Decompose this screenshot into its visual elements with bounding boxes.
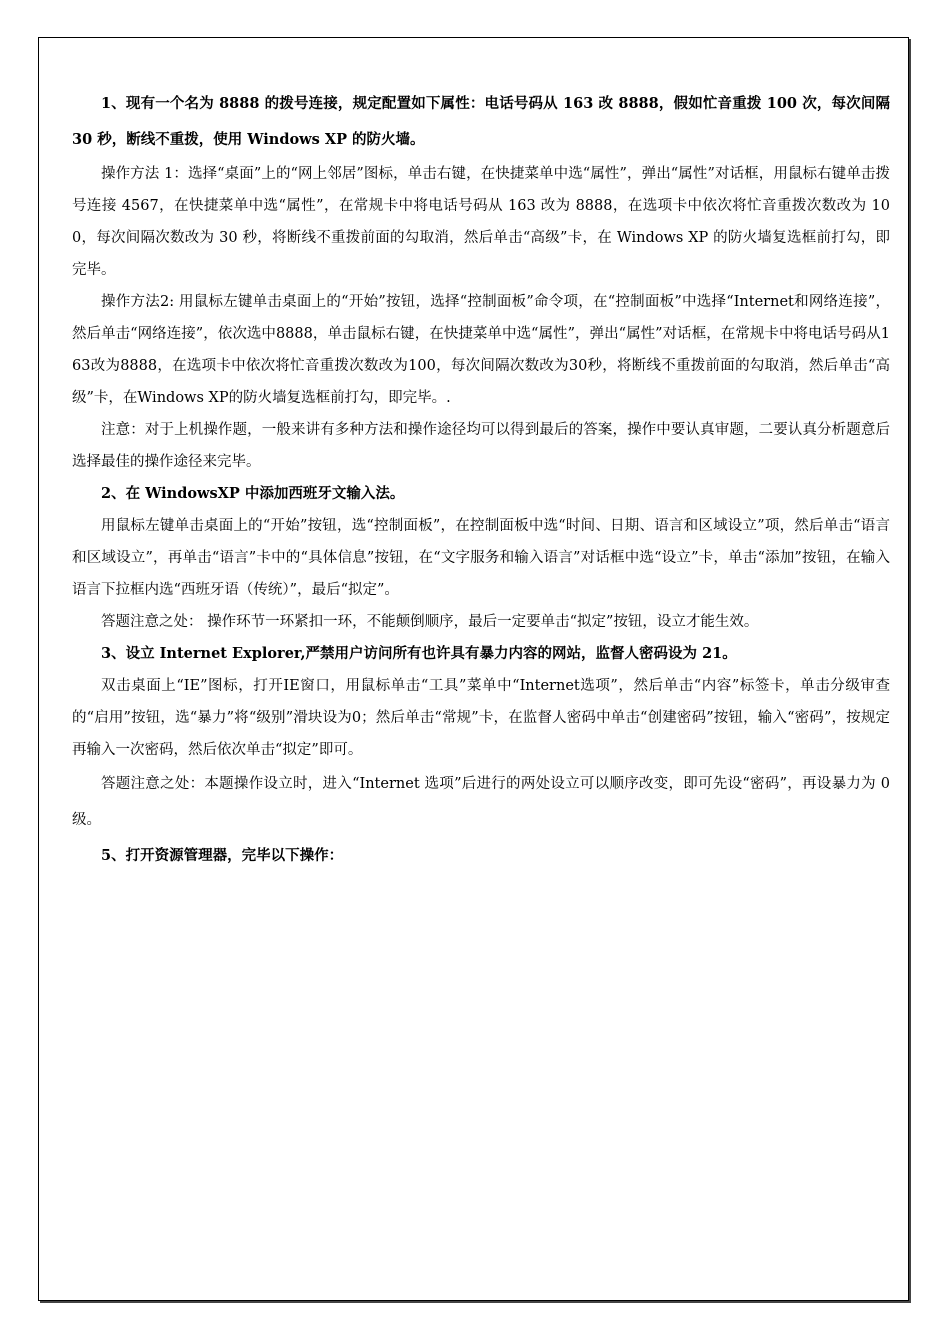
document-body	[72, 86, 890, 872]
question-3-title: 3、设立 Internet Explorer,严禁用户访问所有也许具有暴力内容的网站，监督人密码设为 21。	[101, 645, 737, 662]
question-5-title: 5、打开资源管理器，完毕以下操作：	[101, 847, 344, 864]
question-2-title: 2、在 WindowsXP 中添加西班牙文输入法。	[101, 485, 405, 502]
question-1-method-2: 操作方法2: 用鼠标左键单击桌面上的“开始”按钮，选择“控制面板”命令项，在“控制面板”中选择“Internet和网络连接”，然后单击“网络连接”，依次选中8888，单击鼠标右键，在快捷菜单中选“属性”，弹出“属性”对话框，在常规卡中将电话号码从163改为8888，在选项卡中依次将忙音重拨次数改为100，每次间隔次数改为30秒，将断线不重拨前面的勾取消，然后单击“高级”卡，在Windows XP的防火墙复选框前打勾，即完毕。.	[72, 294, 890, 406]
question-2-body: 用鼠标左键单击桌面上的“开始”按钮，选“控制面板”，在控制面板中选“时间、日期、语言和区域设立”项，然后单击“语言和区域设立”，再单击“语言”卡中的“具体信息”按钮，在“文字服务和输入语言”对话框中选“设立”卡，单击“添加”按钮，在输入语言下拉框内选“西班牙语（传统）”，最后“拟定”。	[72, 518, 890, 598]
question-2-note: 答题注意之处： 操作环节一环紧扣一环，不能颠倒顺序，最后一定要单击“拟定”按钮，设立才能生效。	[101, 614, 759, 630]
question-1-note: 注意：对于上机操作题，一般来讲有多种方法和操作途径均可以得到最后的答案，操作中要认真审题，二要认真分析题意后选择最佳的操作途径来完毕。	[72, 422, 890, 470]
question-1-method-1: 操作方法 1：选择“桌面”上的“网上邻居”图标，单击右键，在快捷菜单中选“属性”，弹出“属性”对话框，用鼠标右键单击拨号连接 4567，在快捷菜单中选“属性”，在常规卡中将电话号码从 163 改为 8888，在选项卡中依次将忙音重拨次数改为 100，每次间隔次数改为 30 秒，将断线不重拨前面的勾取消，然后单击“高级”卡，在 Windows XP 的防火墙复选框前打勾，即完毕。	[72, 166, 890, 278]
question-3-body: 双击桌面上“IE”图标，打开IE窗口，用鼠标单击“工具”菜单中“Internet选项”，然后单击“内容”标签卡，单击分级审查的“启用”按钮，选“暴力”将“级别”滑块设为0；然后单击“常规”卡，在监督人密码中单击“创建密码”按钮，输入“密码”，按规定再输入一次密码，然后依次单击“拟定”即可。	[72, 678, 890, 758]
question-1-title: 1、现有一个名为 8888 的拨号连接，规定配置如下属性：电话号码从 163 改 8888，假如忙音重拨 100 次，每次间隔 30 秒，断线不重拨，使用 Windows XP 的防火墙。	[72, 95, 890, 148]
question-3-note: 答题注意之处：本题操作设立时，进入“Internet 选项”后进行的两处设立可以顺序改变，即可先设“密码”，再设暴力为 0 级。	[72, 776, 890, 828]
